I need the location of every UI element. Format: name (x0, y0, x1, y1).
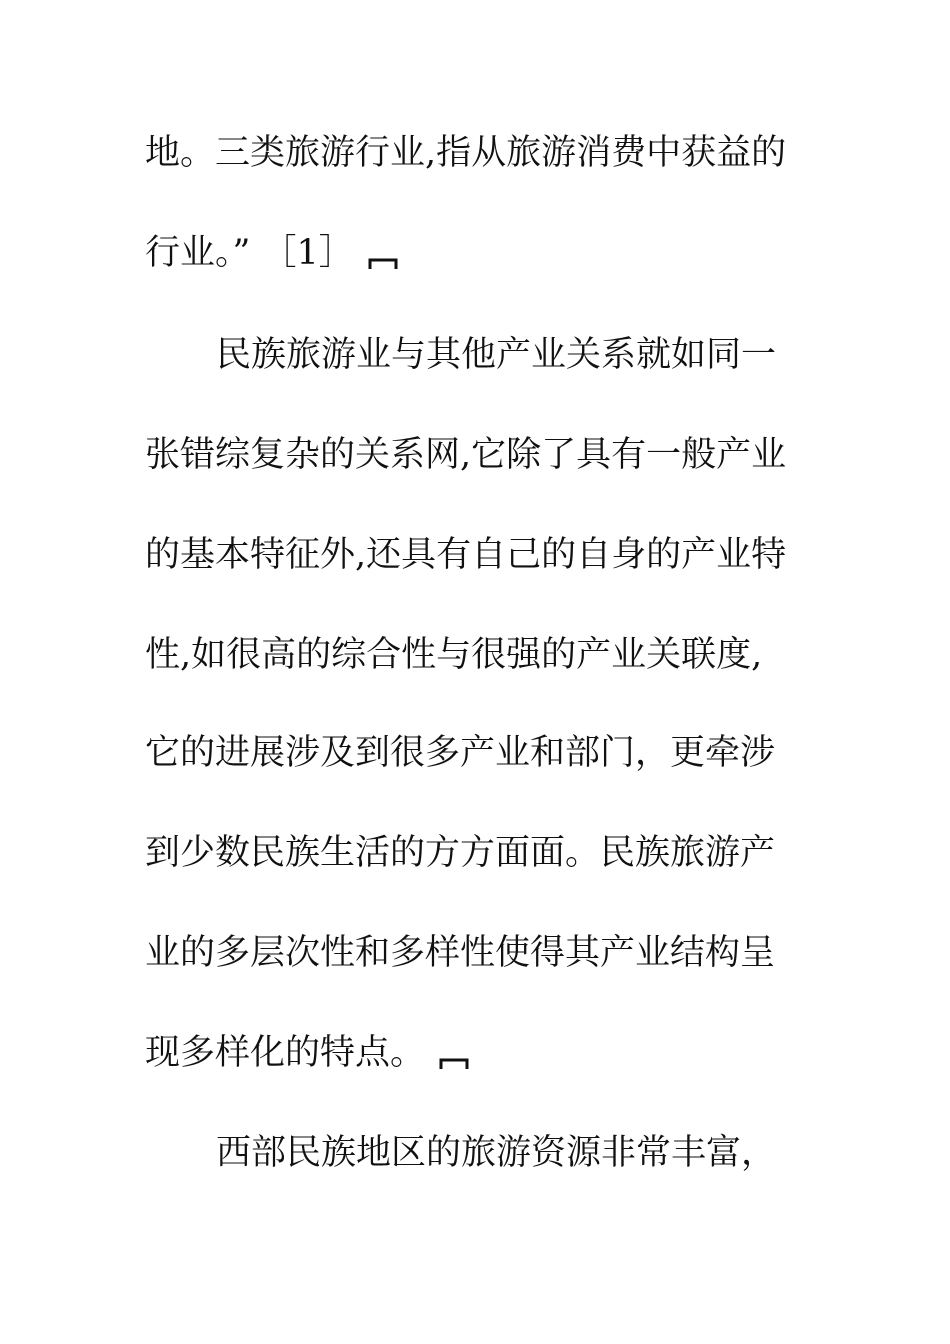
line-text: 民族旅游业与其他产业关系就如同一 (216, 335, 777, 375)
line-text: 现多样化的特点。 (145, 1033, 426, 1073)
text-line (145, 630, 805, 680)
paragraph-end-mark-icon (439, 1056, 469, 1070)
line-text: 它的进展涉及到很多产业和部门，更牵涉 (145, 733, 776, 773)
line-text: 西部民族地区的旅游资源非常丰富， (216, 1133, 777, 1173)
text-line (145, 228, 805, 278)
text-line (145, 530, 805, 580)
line-text: 的基本特征外,还具有自己的自身的产业特 (145, 535, 787, 575)
text-line (145, 828, 805, 878)
line-text: 行业。” ［1］ (145, 233, 354, 273)
line-text: 张错综复杂的关系网,它除了具有一般产业 (145, 435, 787, 475)
line-text: 地。三类旅游行业,指从旅游消费中获益的 (145, 133, 787, 173)
line-text: 业的多层次性和多样性使得其产业结构呈 (145, 933, 776, 973)
line-text: 到少数民族生活的方方面面。民族旅游产 (145, 833, 776, 873)
text-line (145, 430, 805, 480)
text-line (145, 128, 805, 178)
line-text: 性,如很高的综合性与很强的产业关联度, (145, 635, 763, 675)
text-line (216, 330, 876, 380)
text-line (145, 928, 805, 978)
text-line (145, 1028, 805, 1078)
text-line (145, 728, 805, 778)
text-line (216, 1128, 876, 1178)
paragraph-end-mark-icon (368, 256, 398, 270)
